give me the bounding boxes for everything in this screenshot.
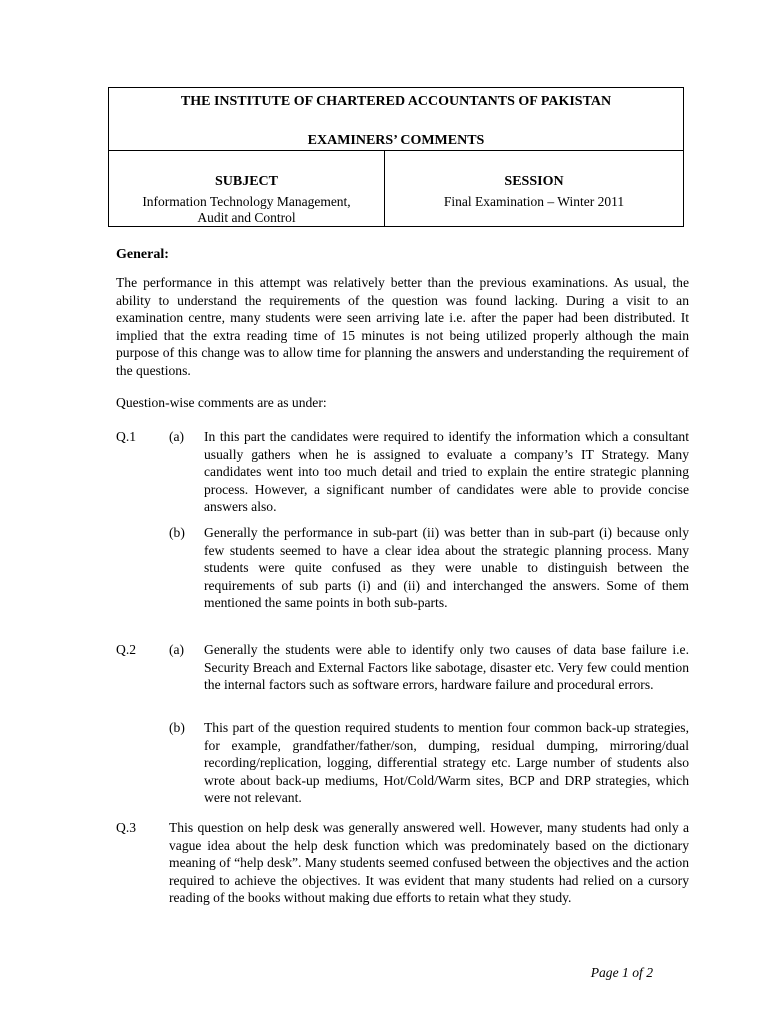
general-heading: General:: [116, 247, 169, 262]
q1-a-label: (a): [169, 429, 185, 444]
subject-line-2: Audit and Control: [197, 210, 296, 225]
header-bottom: [109, 151, 683, 227]
general-paragraph: The performance in this attempt was relatively better than the previous examinations. As usual, the ability to understand the requirements of the question was found lacking. During a visit to an examination centre, many students were seen arriving late i.e. after the paper had been distributed. It implied that the extra reading time of 15 minutes is not being utilized properly although the main purpose of this change was to allow time for planning the answers and understanding the requirement of the questions.: [116, 275, 689, 378]
session-value: Final Examination – Winter 2011: [443, 194, 625, 209]
examiners-comments-title: EXAMINERS’ COMMENTS: [307, 133, 485, 148]
q3-number: Q.3: [116, 820, 137, 835]
institute-title: THE INSTITUTE OF CHARTERED ACCOUNTANTS OF PAKISTAN: [180, 94, 612, 109]
q1-number: Q.1: [116, 429, 137, 444]
header-top: [109, 88, 683, 151]
q2-a-label: (a): [169, 642, 185, 657]
subject-column: [109, 151, 385, 227]
q1-b-text: Generally the performance in sub-part (ii) was better than in sub-part (i) because only few students seemed to have a clear idea about the strategic planning process. Many students were quite confused as they were unable to distinguish between the requirements of sub parts (i) and (ii) and interchanged the answers. Some of them mentioned the same points in both sub-parts.: [204, 525, 689, 610]
session-label: SESSION: [504, 174, 564, 189]
q3-text: This question on help desk was generally answered well. However, many students had only a vague idea about the help desk function which was predominately based on the dictionary meaning of “help desk”. Many students seemed confused between the objectives and the action required to achieve the objectives. It was evident that many students had relied on a cursory reading of the books without making due efforts to retain what they study.: [169, 820, 689, 905]
session-column: [385, 151, 683, 227]
subject-line-1: Information Technology Management,: [142, 194, 351, 209]
page-number: Page 1 of 2: [590, 965, 653, 980]
q1-a-text: In this part the candidates were required to identify the information which a consultant usually gathers when he is assigned to evaluate a company’s IT Strategy. Many candidates went into too much detail and tried to explain the entire strategic planning process. However, a significant number of candidates were able to provide concise answers also.: [204, 429, 689, 514]
q2-a-text: Generally the students were able to identify only two causes of data base failure i.e. Security Breach and External Factors like sabotage, disaster etc. Very few could mention the internal factors such as software errors, hardware failure and procedural errors.: [204, 642, 689, 692]
q1-b-label: (b): [169, 525, 185, 540]
q2-number: Q.2: [116, 642, 137, 657]
subject-value: [109, 194, 384, 226]
subject-label: SUBJECT: [214, 174, 279, 189]
q2-b-text: This part of the question required students to mention four common back-up strategies, for example, grandfather/father/son, dumping, residual dumping, mirroring/dual recording/replication, logging, differential strategy etc. Large number of students also wrote about back-up mediums, Hot/Cold/Warm sites, BCP and DRP strategies, which were not relevant.: [204, 720, 689, 805]
q2-b-label: (b): [169, 720, 185, 735]
header-box: [108, 87, 684, 227]
question-intro: Question-wise comments are as under:: [116, 395, 327, 410]
